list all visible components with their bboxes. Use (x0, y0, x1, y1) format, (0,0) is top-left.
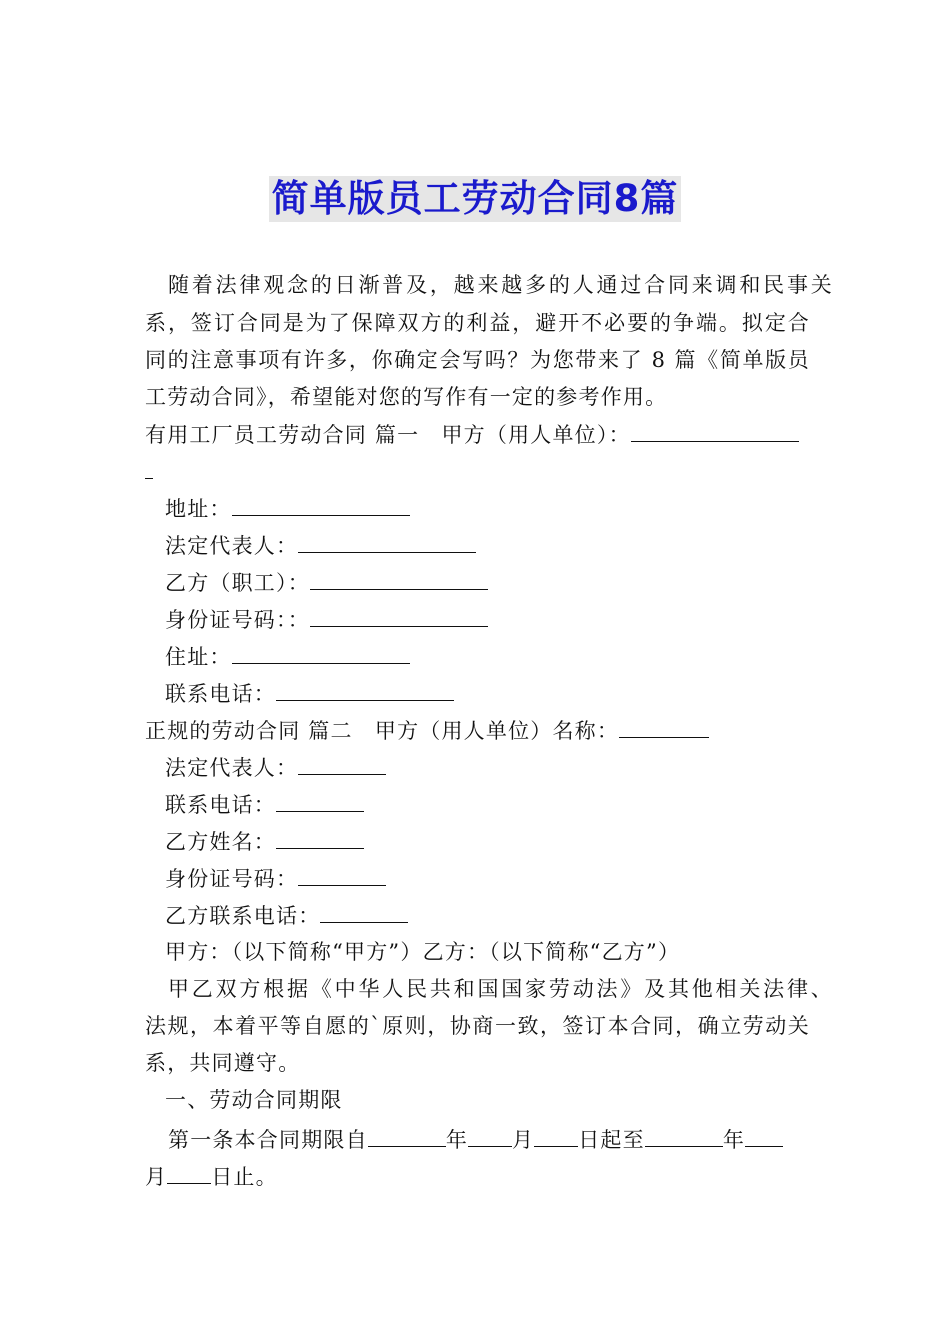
blank-continuation (145, 456, 810, 487)
preamble-line: 甲乙双方根据《中华人民共和国国家劳动法》及其他相关法律、 (168, 977, 833, 1001)
preamble-line: 系，共同遵守。 (145, 1051, 301, 1075)
preamble-line: 法规，本着平等自愿的`原则，协商一致，签订本合同，确立劳动关 (145, 1014, 810, 1038)
blank-line (167, 1161, 211, 1184)
blank-line (276, 678, 454, 701)
blank-line (298, 863, 386, 886)
document-title: 简单版员工劳动合同8篇 (269, 176, 682, 222)
blank-line (298, 752, 386, 775)
blank-line (276, 826, 364, 849)
field-phone: 联系电话： (165, 678, 830, 709)
field-residence: 住址： (165, 641, 830, 672)
blank-line (368, 1124, 446, 1147)
field-id-number: 身份证号码： (165, 863, 830, 894)
blank-line (232, 493, 410, 516)
blank-line (310, 604, 488, 627)
blank-line (276, 789, 364, 812)
contract2-heading: 正规的劳动合同 篇二 甲方（用人单位）名称： (145, 715, 810, 746)
blank-line (468, 1124, 512, 1147)
blank-line (298, 530, 476, 553)
field-party-b-name: 乙方姓名： (165, 826, 830, 857)
article-1: 第一条本合同期限自 年 月 日起至 年 (168, 1124, 833, 1155)
blank-line (631, 419, 799, 442)
blank-line (232, 641, 410, 664)
blank-line (645, 1124, 723, 1147)
blank-line (534, 1124, 578, 1147)
field-legal-rep: 法定代表人： (165, 530, 830, 561)
blank-line (145, 456, 153, 479)
field-id-number: 身份证号码：： (165, 604, 830, 635)
field-party-b-phone: 乙方联系电话： (165, 900, 830, 931)
contract1-heading: 有用工厂员工劳动合同 篇一 甲方（用人单位）： (145, 419, 810, 450)
article-1-cont: 月 日止。 (145, 1161, 810, 1192)
field-legal-rep: 法定代表人： (165, 752, 830, 783)
intro-line: 系，签订合同是为了保障双方的利益，避开不必要的争端。拟定合 (145, 311, 810, 335)
intro-line: 随着法律观念的日渐普及，越来越多的人通过合同来调和民事关 (168, 273, 833, 297)
blank-line (320, 900, 408, 923)
field-party-b: 乙方（职工）： (165, 567, 830, 598)
intro-line: 工劳动合同》，希望能对您的写作有一定的参考作用。 (145, 385, 668, 409)
field-phone: 联系电话： (165, 789, 830, 820)
blank-line (745, 1124, 783, 1147)
intro-line: 同的注意事项有许多，你确定会写吗？为您带来了 8 篇《简单版员 (145, 348, 810, 372)
parties-line: 甲方：（以下简称“甲方”）乙方：（以下简称“乙方”） (165, 940, 681, 964)
field-address: 地址： (165, 493, 830, 524)
blank-line (619, 715, 709, 738)
section-title: 一、劳动合同期限 (165, 1088, 343, 1112)
blank-line (310, 567, 488, 590)
